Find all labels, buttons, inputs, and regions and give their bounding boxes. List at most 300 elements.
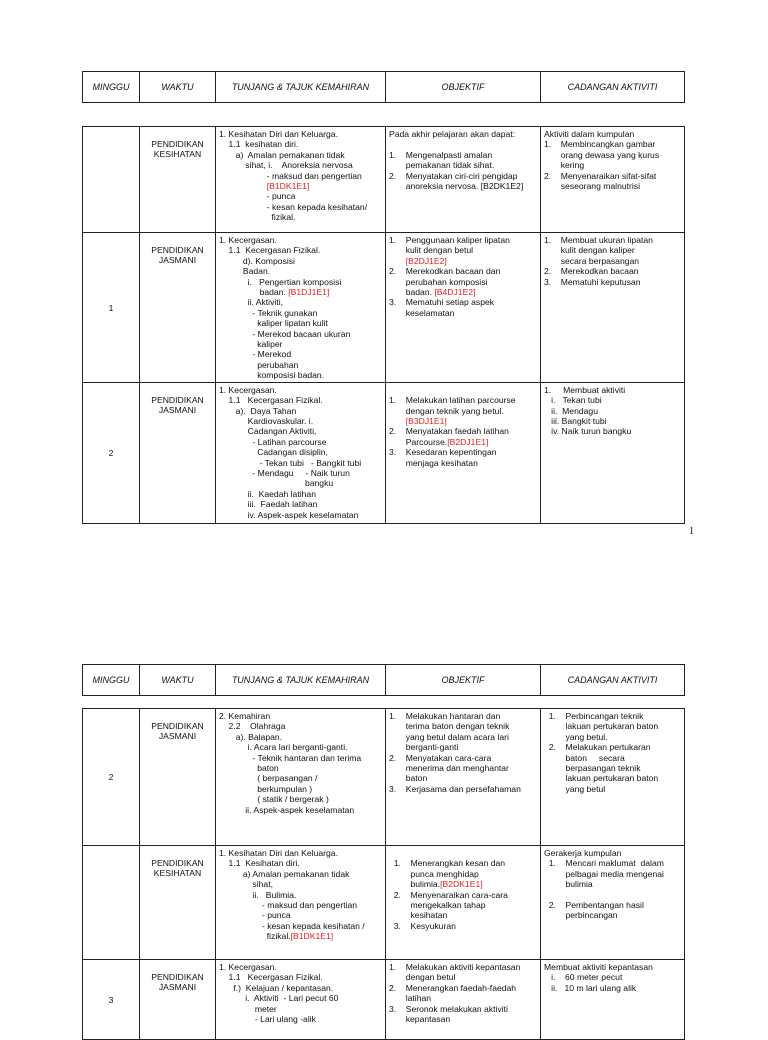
text-line xyxy=(219,235,382,245)
minggu-cell: 2 xyxy=(83,382,140,523)
text-line xyxy=(219,171,382,181)
text-line xyxy=(219,773,382,783)
line-text: 3. Kesedaran kepentingan xyxy=(389,447,497,458)
line-text: 1. Membincangkan gambar xyxy=(544,139,656,150)
header-waktu: WAKTU xyxy=(140,72,216,103)
line-text: ii. Bulimia. xyxy=(219,889,297,900)
line-text: baton xyxy=(219,763,279,774)
line-text: keselamatan xyxy=(389,307,455,318)
minggu-cell: 2 xyxy=(83,709,140,846)
waktu-line: PENDIDIKAN xyxy=(151,721,204,731)
text-line xyxy=(389,784,537,794)
line-text xyxy=(389,256,406,266)
text-line xyxy=(219,468,382,478)
text-line xyxy=(219,416,382,426)
waktu-line: PENDIDIKAN xyxy=(151,139,204,149)
line-text: kaliper lipatan kulit xyxy=(219,318,328,329)
text-line xyxy=(389,287,537,297)
text-line xyxy=(219,983,382,993)
text-line xyxy=(219,732,382,742)
line-text: 2. Kemahiran xyxy=(219,711,271,721)
text-line xyxy=(219,499,382,509)
text-line xyxy=(544,962,681,972)
text-line xyxy=(544,171,681,181)
text-line xyxy=(219,395,382,405)
header-minggu: MINGGU xyxy=(83,72,140,103)
text-line xyxy=(219,910,382,920)
line-text: - Merekod xyxy=(219,349,292,360)
line-text: lakuan pertukaran baton xyxy=(544,773,659,784)
table-row xyxy=(83,960,685,1040)
text-line xyxy=(219,406,382,416)
text-line xyxy=(544,245,681,255)
waktu-cell xyxy=(140,960,216,1040)
line-text: a) Amalan pemakanan tidak xyxy=(219,868,350,879)
line-text: Badan. xyxy=(219,266,271,277)
line-text: bulimia. xyxy=(389,879,441,890)
text-line xyxy=(219,510,382,520)
text-line xyxy=(219,349,382,359)
text-line xyxy=(544,910,681,920)
line-text: 2. Menerangkan faedah-faedah xyxy=(389,982,517,993)
line-text: 2. Pembentangan hasil xyxy=(544,900,644,911)
text-line xyxy=(219,318,382,328)
text-line xyxy=(544,972,681,982)
text-line xyxy=(389,1014,537,1024)
header-tunjang: TUNJANG & TAJUK KEMAHIRAN xyxy=(216,72,386,103)
line-text: 1.1 Kecergasan Fizikal. xyxy=(219,395,323,406)
waktu-line: JASMANI xyxy=(158,405,197,416)
line-text: 2. Menyenaraikan cara-cara xyxy=(389,889,508,900)
text-line xyxy=(389,266,537,276)
line-text: 2. Menyatakan faedah latihan xyxy=(389,426,509,437)
header-waktu: WAKTU xyxy=(140,665,216,696)
line-text: mengekalkan tahap xyxy=(389,900,486,911)
text-line xyxy=(389,879,537,889)
text-line xyxy=(219,1014,382,1024)
line-text: i. Aktiviti - Lari pecut 60 xyxy=(219,993,339,1004)
line-text: 1. Kesihatan Diri dan Keluarga. xyxy=(219,848,338,858)
line-text: iv. Aspek-aspek keselamatan xyxy=(219,509,359,520)
text-line xyxy=(389,890,537,900)
line-text: kepantasan xyxy=(389,1014,451,1025)
text-line xyxy=(389,458,537,468)
waktu-cell xyxy=(140,846,216,960)
text-line xyxy=(389,181,537,191)
line-text: - punca xyxy=(219,910,291,921)
text-line xyxy=(389,753,537,763)
line-text: - kesan kepada kesihatan/ xyxy=(219,201,368,212)
table-row xyxy=(83,233,685,383)
text-line xyxy=(544,129,681,139)
text-line xyxy=(219,266,382,276)
line-text: berganti-ganti xyxy=(389,742,459,753)
line-text: 1.1 Kecergasan Fizikal. xyxy=(219,245,321,256)
line-text: perbincangan xyxy=(544,910,618,921)
line-text: 2. Menyatakan ciri-ciri pengidap xyxy=(389,170,518,181)
line-text: i. Acara lari berganti-ganti. xyxy=(219,742,348,753)
standard-code: [B3DJ1E1] xyxy=(405,415,447,426)
text-line xyxy=(219,478,382,488)
objektif-cell xyxy=(386,382,541,523)
text-line xyxy=(389,900,537,910)
text-line xyxy=(219,753,382,763)
text-line xyxy=(544,721,681,731)
standard-code: [B1DJ1E1] xyxy=(288,287,330,298)
tunjang-cell xyxy=(216,382,386,523)
tunjang-cell xyxy=(216,846,386,960)
line-text: f.) Kelajuan / kepantasan. xyxy=(219,982,334,993)
line-text: d). Komposisi xyxy=(219,255,295,266)
text-line xyxy=(389,256,537,266)
line-text: a) Amalan pemakanan tidak xyxy=(219,149,345,160)
line-text: 1. Membuat aktiviti xyxy=(544,384,626,395)
text-line xyxy=(219,437,382,447)
text-line xyxy=(389,385,537,395)
line-text: perubahan komposisi xyxy=(389,276,488,287)
text-line xyxy=(219,139,382,149)
text-line xyxy=(544,753,681,763)
line-text: fizikal. xyxy=(219,931,291,942)
line-text: Pada akhir pelajaran akan dapat: xyxy=(389,129,516,139)
text-line xyxy=(219,191,382,201)
text-line xyxy=(219,308,382,318)
line-text: iii. Faedah latihan xyxy=(219,499,318,510)
line-text: punca menghidap xyxy=(389,868,479,879)
text-line xyxy=(544,139,681,149)
aktiviti-cell xyxy=(541,127,685,233)
text-line xyxy=(389,171,537,181)
text-line xyxy=(219,921,382,931)
text-line xyxy=(219,150,382,160)
line-text: kaliper xyxy=(219,339,283,350)
text-line xyxy=(219,297,382,307)
waktu-cell xyxy=(140,233,216,383)
text-line xyxy=(544,763,681,773)
text-line xyxy=(219,742,382,752)
line-text: ( berpasangan / xyxy=(219,773,318,784)
line-text: 2. Menyenaraikan sifat-sifat xyxy=(544,170,657,181)
aktiviti-cell xyxy=(541,709,685,846)
text-line xyxy=(219,360,382,370)
text-line xyxy=(389,426,537,436)
header-aktiviti: CADANGAN AKTIVITI xyxy=(541,665,685,696)
line-text: ii. Aktiviti, xyxy=(219,297,283,308)
header-table-page1 xyxy=(82,71,685,103)
text-line xyxy=(544,879,681,889)
line-text: - Merekod bacaan ukuran xyxy=(219,328,351,339)
tunjang-cell xyxy=(216,233,386,383)
text-line xyxy=(389,416,537,426)
line-text: Membuat aktiviti kepantasan xyxy=(544,962,653,972)
line-text: 1. Kecergasan. xyxy=(219,235,277,245)
line-text: fizikal. xyxy=(219,212,296,223)
text-line xyxy=(544,742,681,752)
text-line xyxy=(544,385,681,395)
text-line xyxy=(544,848,681,858)
line-text: ii. Kaedah latihan xyxy=(219,488,316,499)
header-table-page2 xyxy=(82,664,685,696)
line-text: 3. Kesyukuran xyxy=(389,920,456,931)
minggu-cell: 1 xyxy=(83,233,140,383)
line-text: - kesan kepada kesihatan / xyxy=(219,920,365,931)
text-line xyxy=(219,277,382,287)
line-text: pemakanan tidak sihat. xyxy=(389,160,495,171)
line-text: 1. Mengenalpasti amalan xyxy=(389,149,493,160)
line-text: Parcourse. xyxy=(389,436,448,447)
text-line xyxy=(389,962,537,972)
text-line xyxy=(219,160,382,170)
line-text: - Mendagu - Naik turun xyxy=(219,467,350,478)
text-line xyxy=(219,721,382,731)
standard-code: [B1DK1E1] xyxy=(266,181,310,192)
line-text: terima baton dengan teknik xyxy=(389,721,510,732)
objektif-cell xyxy=(386,846,541,960)
standard-code: [B2DJ1E1] xyxy=(447,436,489,447)
text-line xyxy=(219,426,382,436)
line-text: ( statik / bergerak ) xyxy=(219,794,329,805)
line-text: bulimia xyxy=(544,879,593,890)
minggu-cell xyxy=(83,846,140,960)
text-line xyxy=(219,489,382,499)
line-text: baton secara xyxy=(544,752,625,763)
line-text: a). Daya Tahan xyxy=(219,405,297,416)
line-text: 1. Menerangkan kesan dan xyxy=(389,858,506,869)
text-line xyxy=(389,921,537,931)
text-line xyxy=(544,160,681,170)
text-line xyxy=(219,858,382,868)
line-text: yang betul dalam acara lari xyxy=(389,731,509,742)
line-text: ii. Aspek-aspek keselamatan xyxy=(219,804,355,815)
aktiviti-cell xyxy=(541,846,685,960)
objektif-cell xyxy=(386,709,541,846)
line-text: - Teknik gunakan xyxy=(219,307,318,318)
line-text: 1. Melakukan aktiviti kepantasan xyxy=(389,962,521,972)
text-line xyxy=(219,784,382,794)
text-line xyxy=(389,150,537,160)
text-line xyxy=(544,416,681,426)
line-text: 3. Seronok melakukan aktiviti xyxy=(389,1003,508,1014)
text-line xyxy=(544,900,681,910)
table-row xyxy=(83,382,685,523)
text-line xyxy=(219,848,382,858)
text-line xyxy=(219,329,382,339)
line-text: - Lari ulang -alik xyxy=(219,1014,316,1025)
line-text: Gerakerja kumpulan xyxy=(544,848,622,858)
header-objektif: OBJEKTIF xyxy=(386,72,541,103)
text-line xyxy=(219,370,382,380)
content-table-page1 xyxy=(82,126,685,524)
waktu-cell xyxy=(140,382,216,523)
line-text: komposisi badan. xyxy=(219,370,325,381)
text-line xyxy=(544,983,681,993)
text-line xyxy=(544,711,681,721)
header-tunjang: TUNJANG & TAJUK KEMAHIRAN xyxy=(216,665,386,696)
page-number: 1 xyxy=(689,526,694,537)
objektif-cell xyxy=(386,960,541,1040)
text-line xyxy=(544,773,681,783)
text-line xyxy=(389,308,537,318)
line-text: kulit dengan kaliper xyxy=(544,245,635,256)
line-text: Cadangan disiplin, xyxy=(219,447,328,458)
text-line xyxy=(389,869,537,879)
line-text: Aktiviti dalam kumpulan xyxy=(544,129,635,139)
line-text: - Tekan tubi - Bangkit tubi xyxy=(219,457,362,468)
line-text: iii. Bangkit tubi xyxy=(544,415,607,426)
text-line xyxy=(219,711,382,721)
text-line xyxy=(389,245,537,255)
text-line xyxy=(544,858,681,868)
waktu-cell xyxy=(140,709,216,846)
table-row xyxy=(83,846,685,960)
line-text: 1. Kecergasan. xyxy=(219,384,277,395)
text-line xyxy=(219,900,382,910)
line-text: ii. Mendagu xyxy=(544,405,598,416)
objektif-cell xyxy=(386,233,541,383)
text-line xyxy=(544,150,681,160)
line-text: i. Tekan tubi xyxy=(544,395,602,406)
aktiviti-cell xyxy=(541,233,685,383)
line-text: secara berpasangan xyxy=(544,255,640,266)
line-text: 1. Kecergasan. xyxy=(219,962,277,972)
line-text: - Teknik hantaran dan terima xyxy=(219,752,362,763)
text-line xyxy=(389,732,537,742)
waktu-line: JASMANI xyxy=(158,982,197,993)
text-line xyxy=(389,972,537,982)
text-line xyxy=(219,1004,382,1014)
line-text: dengan teknik yang betul. xyxy=(389,405,504,416)
line-text: pelbagai media mengenai xyxy=(544,868,664,879)
text-line xyxy=(389,858,537,868)
waktu-line: PENDIDIKAN xyxy=(151,245,204,255)
table-row xyxy=(83,127,685,233)
text-line xyxy=(544,869,681,879)
line-text: - maksud dan pengertian xyxy=(219,900,358,911)
text-line xyxy=(219,869,382,879)
waktu-line: KESIHATAN xyxy=(153,149,202,160)
text-line xyxy=(219,931,382,941)
text-line xyxy=(544,784,681,794)
aktiviti-cell xyxy=(541,382,685,523)
line-text: badan. xyxy=(219,287,289,298)
aktiviti-cell xyxy=(541,960,685,1040)
text-line xyxy=(219,129,382,139)
standard-code: [B2DJ1E2] xyxy=(405,255,447,266)
line-text: 1. Melakukan hantaran dan xyxy=(389,711,501,721)
line-text: sihat, i. Anoreksia nervosa xyxy=(219,160,353,171)
waktu-line: PENDIDIKAN xyxy=(151,972,204,982)
text-line xyxy=(389,277,537,287)
tunjang-cell xyxy=(216,960,386,1040)
tunjang-cell xyxy=(216,709,386,846)
line-text: 1. Melakukan latihan parcourse xyxy=(389,395,516,406)
waktu-line: KESIHATAN xyxy=(153,868,202,879)
text-line xyxy=(219,890,382,900)
text-line xyxy=(544,890,681,900)
line-text: berpasangan teknik xyxy=(544,763,641,774)
text-line xyxy=(389,447,537,457)
line-text: menerima dan menghantar xyxy=(389,763,509,774)
line-text: 1. Kesihatan Diri dan Keluarga. xyxy=(219,129,338,139)
text-line xyxy=(219,794,382,804)
text-line xyxy=(389,721,537,731)
text-line xyxy=(544,732,681,742)
line-text: 2. Menyatakan cara-cara xyxy=(389,752,492,763)
minggu-cell xyxy=(83,127,140,233)
waktu-line: PENDIDIKAN xyxy=(151,394,204,405)
text-line xyxy=(389,437,537,447)
text-line xyxy=(544,426,681,436)
text-line xyxy=(219,385,382,395)
line-text: baton xyxy=(389,773,428,784)
line-text: Cadangan Aktiviti, xyxy=(219,426,317,437)
text-line xyxy=(389,910,537,920)
line-text xyxy=(389,416,406,426)
line-text: a). Balapan. xyxy=(219,731,283,742)
header-objektif: OBJEKTIF xyxy=(386,665,541,696)
header-aktiviti: CADANGAN AKTIVITI xyxy=(541,72,685,103)
text-line xyxy=(544,181,681,191)
line-text: Kardiovaskular. i. xyxy=(219,415,314,426)
tunjang-cell xyxy=(216,127,386,233)
line-text: 1.1 kesihatan diri. xyxy=(219,139,299,150)
line-text: i. Pengertian komposisi xyxy=(219,276,342,287)
line-text: sihat, xyxy=(219,879,273,890)
line-text: 2.2 Olahraga xyxy=(219,721,286,732)
line-text: yang betul xyxy=(544,783,606,794)
line-text: kesihatan xyxy=(389,910,448,921)
line-text: berkumpulan ) xyxy=(219,783,313,794)
line-text: perubahan xyxy=(219,359,299,370)
line-text: badan. xyxy=(389,287,435,298)
text-line xyxy=(389,406,537,416)
standard-code: [B1DK1E1] xyxy=(290,931,334,942)
text-line xyxy=(219,993,382,1003)
text-line xyxy=(389,742,537,752)
text-line xyxy=(544,256,681,266)
minggu-cell: 3 xyxy=(83,960,140,1040)
line-text: - maksud dan pengertian xyxy=(219,170,362,181)
text-line xyxy=(219,805,382,815)
text-line xyxy=(219,972,382,982)
text-line xyxy=(544,395,681,405)
text-line xyxy=(219,458,382,468)
line-text: 1. Mencari maklumat dalam xyxy=(544,858,664,869)
line-text: iv. Naik turun bangku xyxy=(544,426,632,437)
line-text: lakuan pertukaran baton xyxy=(544,721,659,732)
text-line xyxy=(544,277,681,287)
text-line xyxy=(389,993,537,1003)
line-text: - Latihan parcourse xyxy=(219,436,327,447)
standard-code: [B4DJ1E2] xyxy=(434,287,476,298)
text-line xyxy=(219,181,382,191)
waktu-line: JASMANI xyxy=(158,255,197,266)
line-text: - punca xyxy=(219,191,296,202)
line-text: anoreksia nervosa. [B2DK1E2] xyxy=(389,181,524,192)
line-text xyxy=(219,181,267,191)
text-line xyxy=(389,1004,537,1014)
line-text: 2. Merekodkan bacaan xyxy=(544,266,639,277)
line-text: kulit dengan betul xyxy=(389,245,474,256)
text-line xyxy=(389,763,537,773)
waktu-line: JASMANI xyxy=(158,731,197,742)
text-line xyxy=(544,266,681,276)
text-line xyxy=(219,245,382,255)
waktu-cell xyxy=(140,127,216,233)
table-row xyxy=(83,709,685,846)
line-text: 1. Membuat ukuran lipatan xyxy=(544,235,653,245)
line-text: 2. Merekodkan bacaan dan xyxy=(389,266,501,277)
